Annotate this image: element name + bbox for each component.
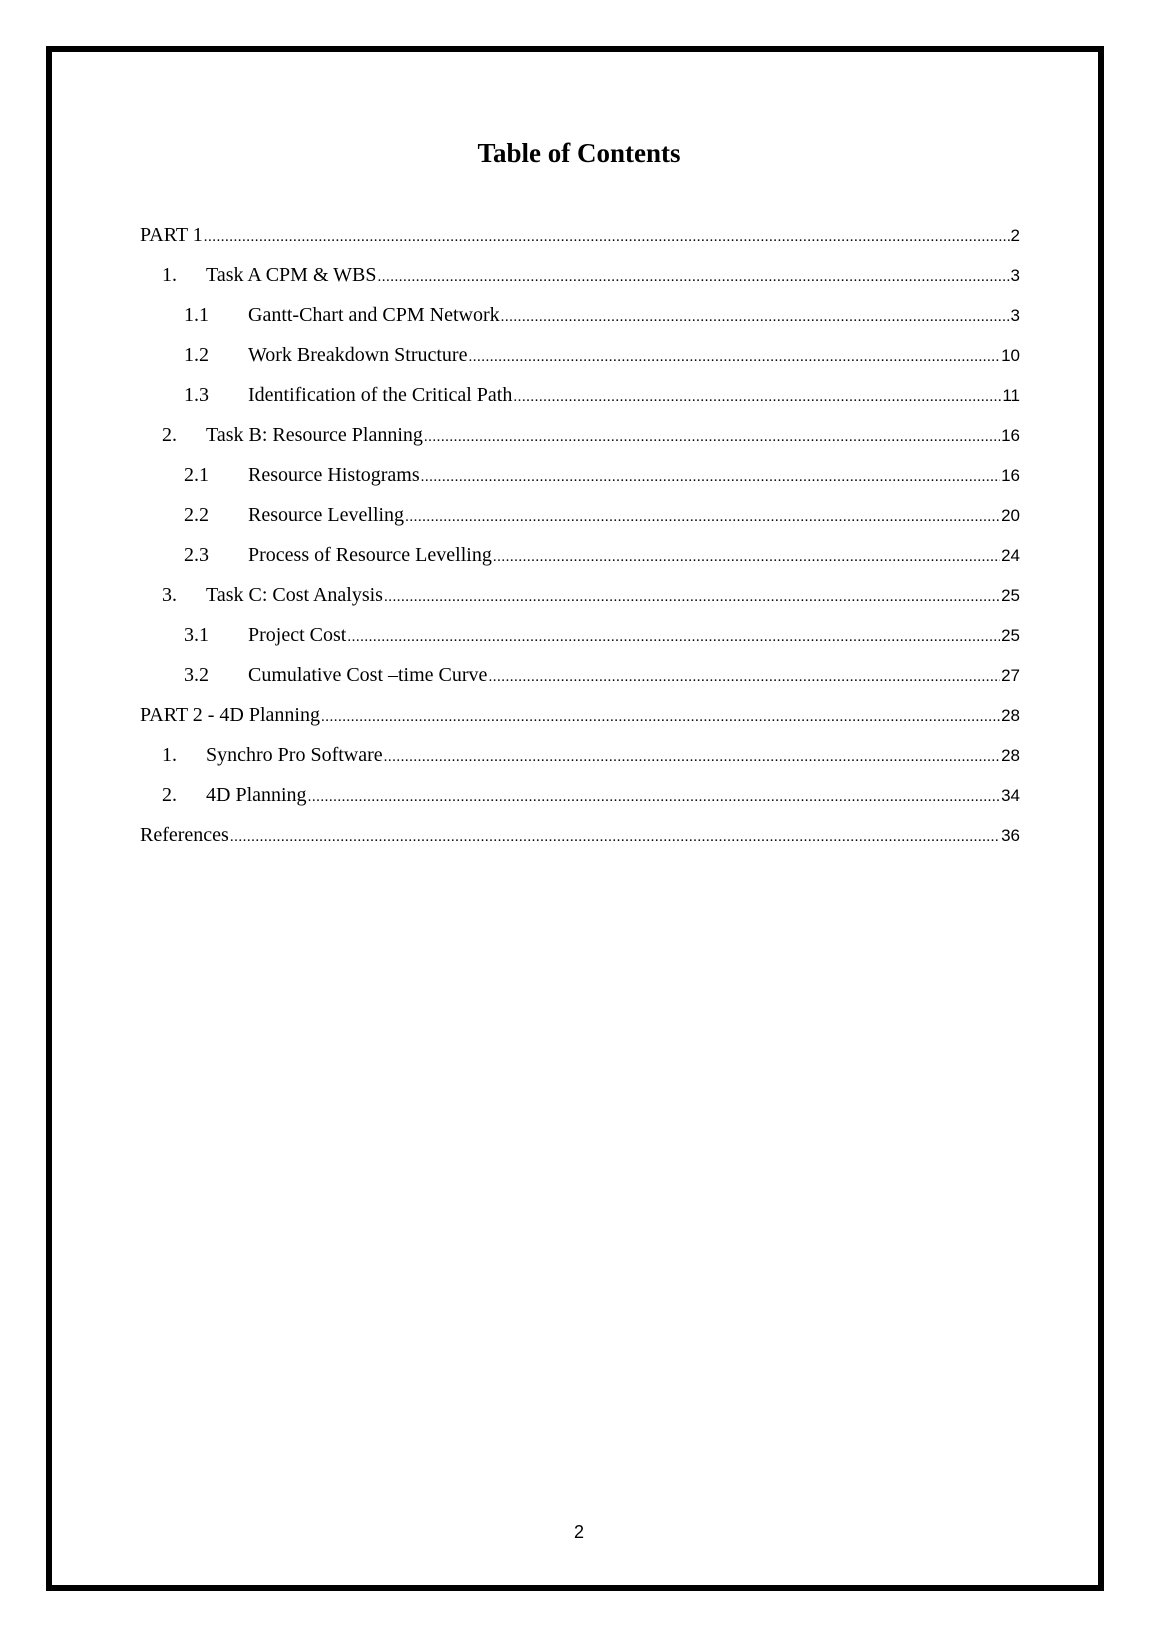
- toc-entry-task-b[interactable]: [140, 424, 1020, 464]
- toc-entry-part-2[interactable]: [140, 704, 1020, 744]
- toc-entry-page: 3: [1010, 266, 1020, 285]
- toc-entry-page: 34: [1001, 786, 1020, 805]
- toc-entry-page: 20: [1001, 506, 1020, 525]
- toc-leader-dots: [405, 509, 1000, 526]
- toc-entry-label: Resource Levelling: [248, 504, 405, 526]
- toc-entry-page: 24: [1001, 546, 1020, 565]
- toc-entry-wbs[interactable]: [140, 344, 1020, 384]
- toc-leader-dots: [501, 309, 1010, 326]
- page-number: 2: [573, 1522, 584, 1542]
- toc-entry-page: 3: [1010, 306, 1020, 325]
- toc-entry-synchro-pro[interactable]: [140, 744, 1020, 784]
- toc-entry-number: 3.: [162, 584, 177, 606]
- toc-entry-number: 1.2: [184, 344, 209, 366]
- toc-entry-number: 2.: [162, 424, 177, 446]
- toc-entry-task-a[interactable]: [140, 264, 1020, 304]
- toc-entry-number: 1.3: [184, 384, 209, 406]
- toc-entry-page: 28: [1001, 746, 1020, 765]
- toc-title: Table of Contents: [477, 138, 681, 168]
- toc-entry-page: 2: [1010, 226, 1020, 245]
- toc-leader-dots: [308, 789, 1001, 806]
- toc-entry-label: Process of Resource Levelling: [248, 544, 492, 566]
- toc-entry-page: 25: [1001, 586, 1020, 605]
- toc-entry-resource-histograms[interactable]: [140, 464, 1020, 504]
- toc-entry-process-resource-levelling[interactable]: [140, 544, 1020, 584]
- toc-leader-dots: [321, 709, 1000, 726]
- toc-entry-label: Task B: Resource Planning: [206, 424, 423, 446]
- toc-leader-dots: [493, 549, 1000, 566]
- toc-entry-number: 2.3: [184, 544, 209, 566]
- toc-entry-page: 10: [1001, 346, 1020, 365]
- toc-entry-number: 2.2: [184, 504, 209, 526]
- toc-entry-label: Task C: Cost Analysis: [206, 584, 383, 606]
- toc-entry-page: 28: [1001, 706, 1020, 725]
- toc-leader-dots: [488, 669, 1000, 686]
- toc-entry-number: 1.: [162, 744, 177, 766]
- toc-entry-critical-path[interactable]: [140, 384, 1020, 424]
- toc-entry-number: 1.: [162, 264, 177, 286]
- toc-entry-label: Cumulative Cost –time Curve: [248, 664, 488, 686]
- toc-entry-part-1[interactable]: [140, 224, 1020, 264]
- toc-entry-label: Task A CPM & WBS: [206, 264, 377, 286]
- toc-entry-label: Project Cost: [248, 624, 347, 646]
- toc-entry-label: PART 2 - 4D Planning: [140, 704, 320, 726]
- toc-entry-number: 3.2: [184, 664, 209, 686]
- toc-entry-label: Resource Histograms: [248, 464, 420, 486]
- toc-entry-number: 2.: [162, 784, 177, 806]
- toc-entry-number: 3.1: [184, 624, 209, 646]
- toc-entry-label: Identification of the Critical Path: [248, 384, 513, 406]
- toc-entry-label: Synchro Pro Software: [206, 744, 383, 766]
- toc-entry-resource-levelling[interactable]: [140, 504, 1020, 544]
- toc-leader-dots: [230, 829, 1000, 846]
- toc-entry-number: 2.1: [184, 464, 209, 486]
- toc-leader-dots: [424, 429, 1000, 446]
- toc-leader-dots: [513, 389, 1001, 406]
- toc-entry-references[interactable]: [140, 824, 1020, 864]
- toc-leader-dots: [421, 469, 1000, 486]
- toc-entry-page: 25: [1001, 626, 1020, 645]
- toc-leader-dots: [468, 349, 1000, 366]
- toc-leader-dots: [384, 749, 1000, 766]
- toc-entry-number: 1.1: [184, 304, 209, 326]
- toc-leader-dots: [384, 589, 1000, 606]
- toc-entry-page: 27: [1001, 666, 1020, 685]
- toc-entry-page: 16: [1001, 426, 1020, 445]
- toc-list: [140, 224, 1020, 864]
- toc-entry-label: Work Breakdown Structure: [248, 344, 468, 366]
- toc-entry-gantt-chart[interactable]: [140, 304, 1020, 344]
- toc-entry-4d-planning[interactable]: [140, 784, 1020, 824]
- toc-entry-label: PART 1: [140, 224, 203, 246]
- toc-leader-dots: [204, 229, 1010, 246]
- toc-entry-project-cost[interactable]: [140, 624, 1020, 664]
- toc-entry-task-c[interactable]: [140, 584, 1020, 624]
- toc-entry-page: 16: [1001, 466, 1020, 485]
- toc-entry-page: 36: [1001, 826, 1020, 845]
- toc-entry-cumulative-cost-curve[interactable]: [140, 664, 1020, 704]
- toc-leader-dots: [378, 269, 1010, 286]
- toc-entry-label: Gantt-Chart and CPM Network: [248, 304, 500, 326]
- toc-entry-page: 11: [1002, 386, 1020, 405]
- toc-entry-label: References: [140, 824, 229, 846]
- toc-entry-label: 4D Planning: [206, 784, 307, 806]
- toc-leader-dots: [347, 629, 1000, 646]
